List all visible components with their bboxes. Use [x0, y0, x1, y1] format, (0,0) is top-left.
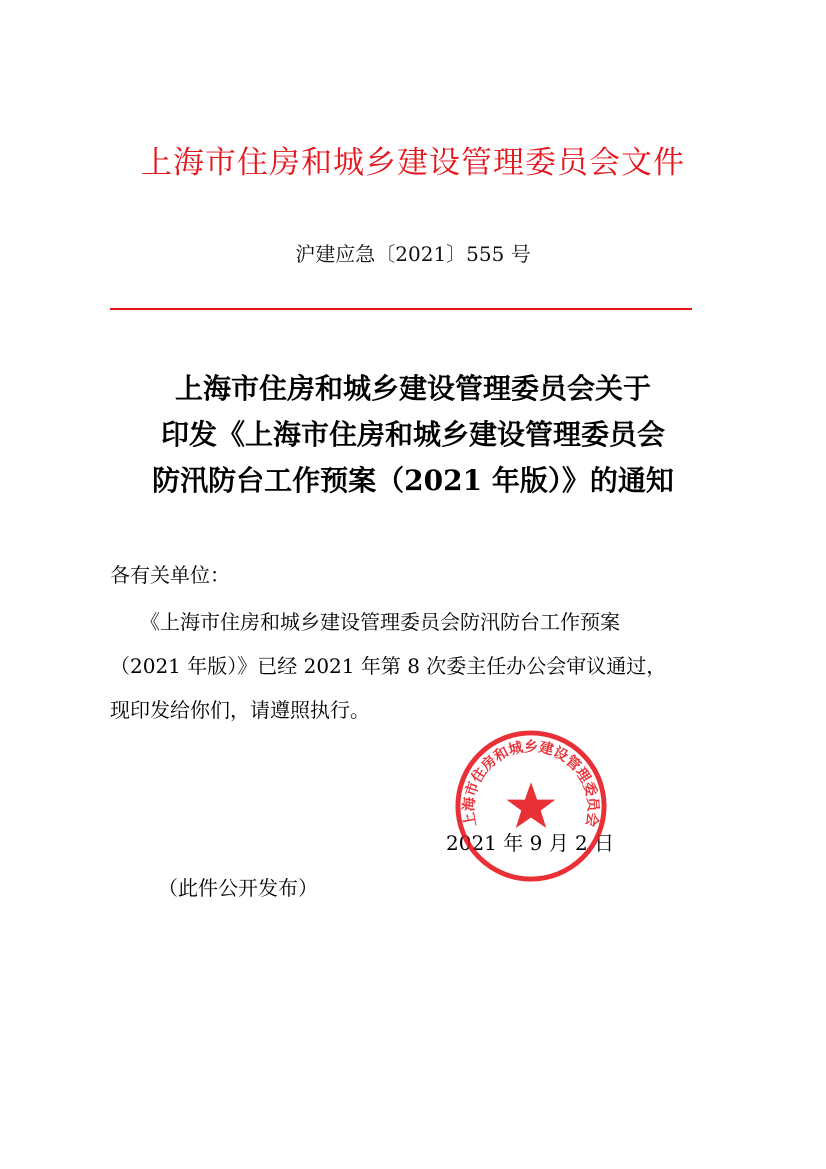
notice-title-line: 防汛防台工作预案（2021 年版）》的通知: [152, 464, 674, 497]
salutation: 各有关单位：: [110, 563, 230, 587]
notice-title-line: 上海市住房和城乡建设管理委员会关于: [174, 372, 651, 405]
body-line: 《上海市住房和城乡建设管理委员会防汛防台工作预案: [110, 610, 620, 634]
notice-title-line: 印发《上海市住房和城乡建设管理委员会: [160, 418, 665, 451]
notice-title: [110, 366, 716, 504]
body-line: （2021 年版）》已经 2021 年第 8 次委主任办公会审议通过，: [110, 654, 667, 678]
document-number: 沪建应急〔2021〕555 号: [295, 242, 531, 266]
publish-note: （此件公开发布）: [158, 876, 318, 900]
red-divider: [110, 308, 692, 310]
body-line: 现印发给你们，请遵照执行。: [110, 698, 370, 722]
issue-date: 2021 年 9 月 2 日: [446, 831, 615, 855]
body-paragraph: [110, 600, 716, 732]
issuer-header: 上海市住房和城乡建设管理委员会文件: [141, 145, 685, 181]
seal-text: 上海市住房和城乡建设管理委员会: [461, 739, 601, 828]
official-seal-icon: [452, 727, 610, 885]
